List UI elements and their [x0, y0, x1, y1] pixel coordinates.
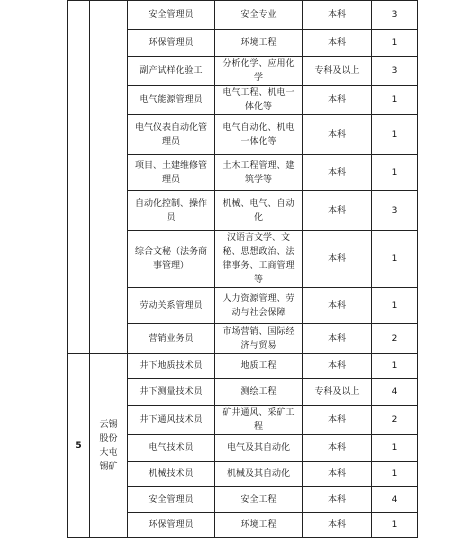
position-cell-text: 机械技术员: [148, 469, 194, 479]
education-cell-text: 本科: [327, 300, 346, 311]
count-cell: [372, 487, 418, 513]
education-cell-text: 本科: [327, 494, 346, 505]
prev-section-company-cell: [90, 1, 128, 354]
major-cell-text: 环境工程: [240, 520, 277, 530]
position-cell: [128, 231, 215, 288]
major-cell: [215, 30, 303, 57]
education-cell: [303, 513, 372, 538]
position-cell: [128, 155, 215, 191]
education-cell-text: 本科: [327, 205, 346, 216]
position-cell-text: 安全管理员: [148, 10, 194, 20]
count-cell-text: 4: [391, 494, 398, 505]
major-cell-text: 矿井通风、采矿工程: [222, 408, 295, 432]
education-cell: [303, 231, 372, 288]
count-cell: [372, 86, 418, 115]
education-cell-text: 专科及以上: [314, 66, 360, 76]
major-cell-text: 电气及其自动化: [226, 443, 290, 453]
count-cell-text: 4: [391, 387, 398, 397]
count-cell-text: 3: [391, 205, 398, 216]
major-cell-text: 环境工程: [240, 38, 277, 48]
position-cell-text: 电气仪表自动化管理员: [134, 122, 207, 147]
major-cell-text: 分析化学、应用化学: [222, 59, 295, 83]
education-cell: [303, 379, 372, 406]
major-cell: [215, 513, 303, 538]
count-cell: [372, 406, 418, 435]
major-cell: [215, 354, 303, 379]
education-cell-text: 本科: [327, 415, 346, 425]
education-cell-text: 本科: [327, 129, 346, 140]
education-cell: [303, 115, 372, 155]
position-cell: [128, 406, 215, 435]
count-cell: [372, 115, 418, 155]
major-cell-text: 机械及其自动化: [226, 469, 290, 479]
position-cell-text: 井下通风技术员: [139, 415, 203, 425]
count-cell: [372, 191, 418, 231]
major-cell: [215, 324, 303, 354]
education-cell: [303, 354, 372, 379]
count-cell-text: 1: [391, 38, 398, 48]
count-cell-text: 1: [391, 254, 398, 264]
major-cell: [215, 487, 303, 513]
education-cell-text: 本科: [327, 443, 346, 453]
education-cell: [303, 1, 372, 30]
education-cell-text: 本科: [327, 95, 346, 105]
major-cell: [215, 288, 303, 324]
education-cell-text: 本科: [327, 10, 346, 20]
count-cell-text: 1: [391, 469, 398, 479]
position-cell: [128, 435, 215, 462]
position-cell-text: 项目、土建维修管理员: [134, 160, 207, 185]
major-cell-text: 测绘工程: [240, 387, 277, 397]
major-cell: [215, 115, 303, 155]
major-cell-text: 安全专业: [240, 10, 277, 20]
position-cell-text: 井下地质技术员: [139, 361, 203, 371]
major-cell-text: 人力资源管理、劳动与社会保障: [222, 293, 295, 318]
major-cell-text: 机械、电气、自动化: [222, 198, 295, 223]
count-cell: [372, 1, 418, 30]
position-cell-text: 电气能源管理员: [139, 95, 203, 105]
position-cell-text: 劳动关系管理员: [139, 300, 203, 311]
company-name: [90, 354, 128, 538]
count-cell-text: 1: [391, 443, 398, 453]
position-cell-text: 环保管理员: [148, 38, 194, 48]
position-cell: [128, 86, 215, 115]
position-cell: [128, 57, 215, 86]
position-cell: [128, 288, 215, 324]
position-cell: [128, 487, 215, 513]
education-cell: [303, 324, 372, 354]
position-cell: [128, 191, 215, 231]
education-cell: [303, 30, 372, 57]
major-cell-text: 汉语言文学、文秘、思想政治、法律事务、工商管理等: [222, 233, 295, 285]
count-cell-text: 1: [391, 95, 398, 105]
major-cell: [215, 379, 303, 406]
count-cell-text: 3: [391, 66, 398, 76]
position-cell: [128, 30, 215, 57]
position-cell-text: 副产试样化验工: [139, 66, 203, 76]
major-cell: [215, 57, 303, 86]
major-cell: [215, 86, 303, 115]
education-cell: [303, 86, 372, 115]
position-cell-text: 营销业务员: [148, 333, 194, 344]
position-cell-text: 井下测量技术员: [139, 387, 203, 397]
count-cell: [372, 57, 418, 86]
position-cell: [128, 1, 215, 30]
major-cell: [215, 435, 303, 462]
table-row: [68, 354, 418, 379]
count-cell-text: 1: [391, 167, 398, 178]
education-cell: [303, 288, 372, 324]
major-cell: [215, 1, 303, 30]
count-cell-text: 1: [391, 129, 398, 140]
count-cell-text: 2: [391, 333, 398, 344]
section-number: 5: [68, 354, 90, 538]
education-cell: [303, 462, 372, 487]
position-cell-text: 自动化控制、操作员: [134, 198, 207, 223]
count-cell-text: 1: [391, 361, 398, 371]
position-cell-text: 环保管理员: [148, 520, 194, 530]
count-cell: [372, 324, 418, 354]
education-cell: [303, 155, 372, 191]
education-cell: [303, 191, 372, 231]
position-cell: [128, 354, 215, 379]
education-cell-text: 本科: [327, 361, 346, 371]
education-cell: [303, 57, 372, 86]
count-cell-text: 3: [391, 10, 398, 20]
education-cell-text: 本科: [327, 38, 346, 48]
education-cell-text: 本科: [327, 520, 346, 530]
major-cell-text: 市场营销、国际经济与贸易: [222, 326, 295, 351]
recruitment-table: [67, 0, 418, 538]
count-cell: [372, 435, 418, 462]
education-cell-text: 本科: [327, 167, 346, 178]
major-cell-text: 安全工程: [240, 494, 277, 505]
count-cell: [372, 30, 418, 57]
count-cell: [372, 462, 418, 487]
major-cell-text: 电气自动化、机电一体化等: [222, 122, 295, 147]
count-cell: [372, 231, 418, 288]
education-cell-text: 本科: [327, 254, 346, 264]
count-cell: [372, 354, 418, 379]
position-cell-text: 安全管理员: [148, 494, 194, 505]
count-cell: [372, 288, 418, 324]
major-cell: [215, 231, 303, 288]
major-cell: [215, 406, 303, 435]
table-row: [68, 1, 418, 30]
position-cell: [128, 462, 215, 487]
position-cell-text: 电气技术员: [148, 443, 194, 453]
table-body: [68, 1, 418, 538]
education-cell-text: 专科及以上: [314, 387, 360, 397]
education-cell: [303, 406, 372, 435]
count-cell: [372, 155, 418, 191]
major-cell-text: 地质工程: [240, 361, 277, 371]
count-cell: [372, 513, 418, 538]
count-cell: [372, 379, 418, 406]
prev-section-number-cell: [68, 1, 90, 354]
major-cell-text: 土木工程管理、建筑学等: [222, 160, 295, 185]
position-cell: [128, 379, 215, 406]
position-cell: [128, 324, 215, 354]
position-cell: [128, 513, 215, 538]
position-cell-text: 综合文秘（法务商事管理）: [134, 247, 207, 271]
education-cell: [303, 435, 372, 462]
education-cell-text: 本科: [327, 333, 346, 344]
count-cell-text: 2: [391, 415, 398, 425]
company-name-text: 云锡股份大屯锡矿: [99, 419, 118, 472]
major-cell: [215, 462, 303, 487]
education-cell: [303, 487, 372, 513]
education-cell-text: 本科: [327, 469, 346, 479]
major-cell: [215, 155, 303, 191]
position-cell: [128, 115, 215, 155]
major-cell: [215, 191, 303, 231]
major-cell-text: 电气工程、机电一体化等: [222, 88, 295, 112]
count-cell-text: 1: [391, 300, 398, 311]
count-cell-text: 1: [391, 520, 398, 530]
